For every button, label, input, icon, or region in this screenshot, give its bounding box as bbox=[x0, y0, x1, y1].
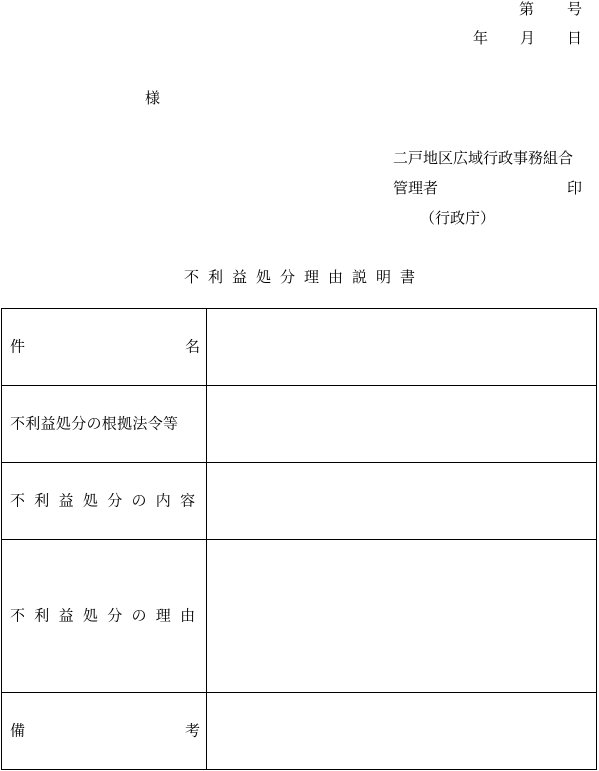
reason-value-cell[interactable] bbox=[207, 540, 596, 692]
row-label-cell bbox=[2, 693, 207, 769]
document-number-prefix: 第 bbox=[519, 0, 535, 18]
addressee-honorific: 様 bbox=[145, 89, 161, 107]
document-title: 不利益処分理由説明書 bbox=[183, 268, 424, 286]
row-label-right: 考 bbox=[184, 721, 200, 740]
table-row-remarks bbox=[2, 693, 596, 769]
seal-mark: 印 bbox=[567, 179, 583, 197]
table-row-reason bbox=[2, 540, 596, 693]
row-label-cell bbox=[2, 463, 207, 539]
issuer-role: 管理者 bbox=[393, 179, 439, 197]
remarks-value-cell[interactable] bbox=[207, 693, 596, 769]
row-label: 不利益処分の内容 bbox=[10, 491, 205, 510]
row-label: 不利益処分の根拠法令等 bbox=[10, 414, 179, 433]
table-row-legal-basis bbox=[2, 386, 596, 463]
subject-value-cell[interactable] bbox=[207, 309, 596, 385]
row-label-right: 名 bbox=[184, 337, 200, 356]
legal-basis-value-cell[interactable] bbox=[207, 386, 596, 462]
row-label-cell bbox=[2, 309, 207, 385]
date-day-label: 日 bbox=[567, 29, 583, 47]
date-year-label: 年 bbox=[473, 29, 489, 47]
issuer-organization: 二戸地区広域行政事務組合 bbox=[393, 149, 574, 167]
row-label: 不利益処分の理由 bbox=[10, 606, 205, 625]
date-month-label: 月 bbox=[520, 29, 536, 47]
row-label-cell bbox=[2, 386, 207, 462]
table-row-subject bbox=[2, 309, 596, 386]
row-label-left: 件 bbox=[10, 337, 26, 356]
table-row-content bbox=[2, 463, 596, 540]
details-table bbox=[1, 308, 597, 770]
row-label-left: 備 bbox=[10, 721, 26, 740]
document-number-suffix: 号 bbox=[567, 0, 583, 18]
content-value-cell[interactable] bbox=[207, 463, 596, 539]
row-label-cell bbox=[2, 540, 207, 692]
issuer-agency: （行政庁） bbox=[420, 209, 496, 227]
